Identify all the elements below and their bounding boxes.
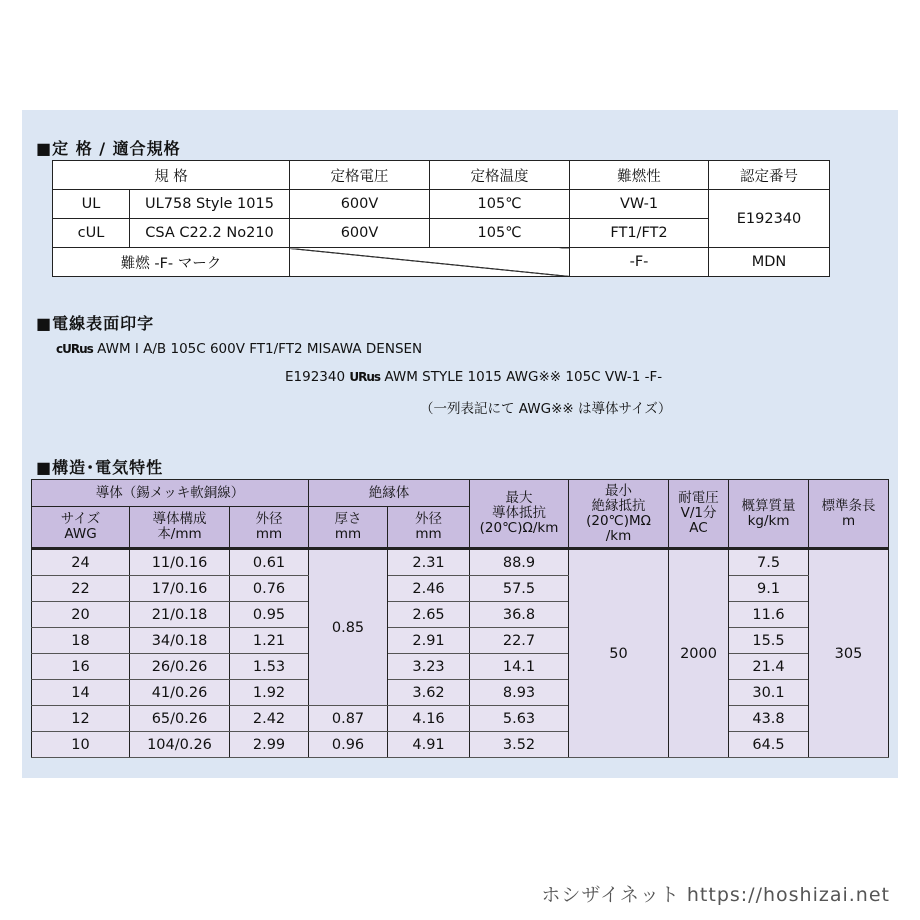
header-size: サイズ AWG: [32, 507, 130, 549]
cell-max-resistance: 36.8: [470, 602, 569, 628]
marking-line-2: [285, 369, 662, 385]
cell-construction: 11/0.16: [130, 549, 230, 576]
cell-mass: 7.5: [729, 549, 809, 576]
group-conductor: 導体（錫メッキ軟銅線）: [32, 480, 309, 507]
cell-insulation-od: 4.91: [388, 732, 470, 758]
cell-thickness: 0.87: [309, 706, 388, 732]
cell-awg: 12: [32, 706, 130, 732]
structure-table: [31, 479, 889, 758]
spec-flame-cul: FT1/FT2: [570, 219, 709, 248]
urus-logo: URus: [349, 370, 381, 384]
table-row: [32, 680, 889, 706]
spec-mark-flame: -F-: [570, 248, 709, 277]
table-row: [32, 576, 889, 602]
spec-header-voltage: 定格電圧: [290, 161, 430, 190]
spec-temp-ul: 105℃: [430, 190, 570, 219]
cell-mass: 11.6: [729, 602, 809, 628]
cell-conductor-od: 1.21: [230, 628, 309, 654]
spec-mark-label: 難燃 -F- マーク: [53, 248, 290, 277]
cell-max-resistance: 3.52: [470, 732, 569, 758]
spec-mark-cert: MDN: [709, 248, 830, 277]
struct-section-title: ■構造･電気特性: [36, 458, 164, 477]
spec-diagonal-cell: [290, 248, 570, 277]
cell-std-length: 305: [809, 549, 889, 758]
header-insulation-od: 外径 mm: [388, 507, 470, 549]
cell-max-resistance: 88.9: [470, 549, 569, 576]
cell-max-resistance: 5.63: [470, 706, 569, 732]
spec-voltage-ul: 600V: [290, 190, 430, 219]
cell-min-insulation-resistance: 50: [569, 549, 669, 758]
marking-line-2-prefix: E192340: [285, 369, 346, 385]
cell-insulation-od: 4.16: [388, 706, 470, 732]
spec-header-cert: 認定番号: [709, 161, 830, 190]
cell-thickness-merged: 0.85: [309, 549, 388, 706]
cell-conductor-od: 1.92: [230, 680, 309, 706]
table-row: [32, 654, 889, 680]
header-min-insulation-resistance: 最小 絶縁抵抗 (20℃)MΩ /km: [569, 480, 669, 549]
cell-insulation-od: 3.62: [388, 680, 470, 706]
spec-temp-cul: 105℃: [430, 219, 570, 248]
cell-construction: 17/0.16: [130, 576, 230, 602]
marking-line-2-text: AWM STYLE 1015 AWG※※ 105C VW-1 -F-: [384, 369, 663, 385]
cell-mass: 9.1: [729, 576, 809, 602]
spec-name-cul: CSA C22.2 No210: [130, 219, 290, 248]
spec-header-temp: 定格温度: [430, 161, 570, 190]
cell-insulation-od: 2.31: [388, 549, 470, 576]
header-conductor-od: 外径 mm: [230, 507, 309, 549]
header-max-resistance: 最大 導体抵抗 (20℃)Ω/km: [470, 480, 569, 549]
cell-construction: 65/0.26: [130, 706, 230, 732]
spec-section-title: ■定 格 / 適合規格: [36, 139, 181, 158]
cell-max-resistance: 57.5: [470, 576, 569, 602]
spec-flame-ul: VW-1: [570, 190, 709, 219]
cell-awg: 14: [32, 680, 130, 706]
cell-conductor-od: 0.61: [230, 549, 309, 576]
spec-cert-number: E192340: [709, 190, 830, 248]
group-insulation: 絶縁体: [309, 480, 470, 507]
header-std-length: 標準条長 m: [809, 480, 889, 549]
header-thickness: 厚さ mm: [309, 507, 388, 549]
cell-awg: 18: [32, 628, 130, 654]
spec-voltage-cul: 600V: [290, 219, 430, 248]
cell-mass: 43.8: [729, 706, 809, 732]
cell-thickness: 0.96: [309, 732, 388, 758]
cell-conductor-od: 2.99: [230, 732, 309, 758]
header-construction: 導体構成 本/mm: [130, 507, 230, 549]
cell-max-resistance: 8.93: [470, 680, 569, 706]
spec-std-cul: cUL: [53, 219, 130, 248]
cell-awg: 16: [32, 654, 130, 680]
curus-logo: cURus: [56, 342, 93, 356]
cell-conductor-od: 0.76: [230, 576, 309, 602]
cell-awg: 24: [32, 549, 130, 576]
spec-std-ul: UL: [53, 190, 130, 219]
cell-awg: 20: [32, 602, 130, 628]
cell-awg: 22: [32, 576, 130, 602]
cell-insulation-od: 2.91: [388, 628, 470, 654]
cell-construction: 21/0.18: [130, 602, 230, 628]
header-mass: 概算質量 kg/km: [729, 480, 809, 549]
cell-conductor-od: 0.95: [230, 602, 309, 628]
table-row: [32, 602, 889, 628]
marking-line-1: [56, 341, 422, 357]
cell-max-resistance: 22.7: [470, 628, 569, 654]
spec-table: [52, 160, 830, 277]
spec-header-standard: 規 格: [53, 161, 290, 190]
cell-mass: 64.5: [729, 732, 809, 758]
cell-withstand-voltage: 2000: [669, 549, 729, 758]
marking-line-3: （一列表記にて AWG※※ は導体サイズ）: [420, 401, 672, 417]
cell-construction: 26/0.26: [130, 654, 230, 680]
cell-insulation-od: 2.65: [388, 602, 470, 628]
spec-name-ul: UL758 Style 1015: [130, 190, 290, 219]
cell-max-resistance: 14.1: [470, 654, 569, 680]
table-row: [32, 706, 889, 732]
cell-construction: 41/0.26: [130, 680, 230, 706]
footer-watermark: ホシザイネット https://hoshizai.net: [541, 884, 890, 906]
cell-conductor-od: 2.42: [230, 706, 309, 732]
marking-line-1-text: AWM I A/B 105C 600V FT1/FT2 MISAWA DENSEN: [97, 341, 423, 357]
table-row: [32, 732, 889, 758]
cell-mass: 21.4: [729, 654, 809, 680]
cell-awg: 10: [32, 732, 130, 758]
cell-construction: 34/0.18: [130, 628, 230, 654]
marking-section-title: ■電線表面印字: [36, 314, 155, 333]
header-withstand-voltage: 耐電圧 V/1分 AC: [669, 480, 729, 549]
cell-conductor-od: 1.53: [230, 654, 309, 680]
cell-insulation-od: 3.23: [388, 654, 470, 680]
cell-mass: 15.5: [729, 628, 809, 654]
cell-insulation-od: 2.46: [388, 576, 470, 602]
cell-mass: 30.1: [729, 680, 809, 706]
table-row: [32, 549, 889, 576]
table-row: [32, 628, 889, 654]
cell-construction: 104/0.26: [130, 732, 230, 758]
spec-header-flame: 難燃性: [570, 161, 709, 190]
